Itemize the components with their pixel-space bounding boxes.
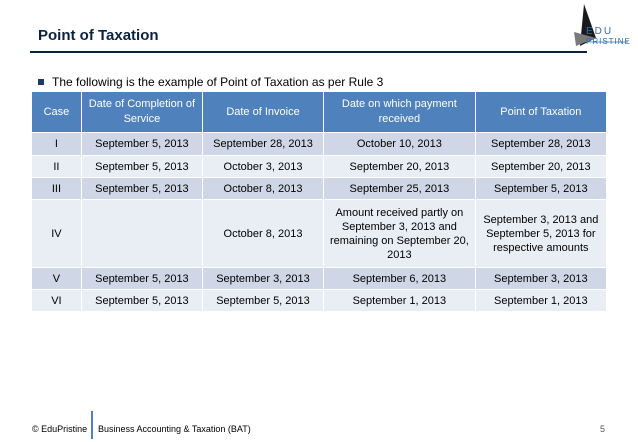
- payment-cell: September 25, 2013: [324, 178, 476, 200]
- header-payment-date: Date on which payment received: [324, 92, 476, 133]
- invoice-cell: October 3, 2013: [202, 156, 323, 178]
- table-row: [32, 178, 607, 200]
- payment-cell: Amount received partly on September 3, 2013 and remaining on September 20, 2013: [324, 200, 476, 268]
- invoice-cell: October 8, 2013: [202, 178, 323, 200]
- title-divider: [30, 51, 587, 53]
- invoice-cell: October 8, 2013: [202, 200, 323, 268]
- header-point-of-taxation: Point of Taxation: [475, 92, 606, 133]
- table-row: [32, 133, 607, 156]
- pot-cell: September 28, 2013: [475, 133, 606, 156]
- completion-cell: September 5, 2013: [81, 290, 202, 312]
- invoice-cell: September 3, 2013: [202, 268, 323, 290]
- invoice-cell: September 28, 2013: [202, 133, 323, 156]
- pot-cell: September 1, 2013: [475, 290, 606, 312]
- case-cell: II: [32, 156, 82, 178]
- case-cell: I: [32, 133, 82, 156]
- completion-cell: [81, 200, 202, 268]
- intro-text: The following is the example of Point of Taxation as per Rule 3: [52, 75, 384, 89]
- completion-cell: September 5, 2013: [81, 133, 202, 156]
- completion-cell: September 5, 2013: [81, 156, 202, 178]
- footer-divider: [91, 411, 93, 439]
- footer-copyright: © EduPristine: [32, 424, 88, 434]
- table-row: [32, 290, 607, 312]
- header-invoice-date: Date of Invoice: [202, 92, 323, 133]
- header-case: Case: [32, 92, 82, 133]
- case-cell: VI: [32, 290, 82, 312]
- pot-cell: September 5, 2013: [475, 178, 606, 200]
- table-header-row: [32, 92, 607, 133]
- pot-cell: September 20, 2013: [475, 156, 606, 178]
- case-cell: III: [32, 178, 82, 200]
- footer-course-name: Business Accounting & Taxation (BAT): [98, 424, 251, 434]
- completion-cell: September 5, 2013: [81, 178, 202, 200]
- payment-cell: October 10, 2013: [324, 133, 476, 156]
- case-cell: V: [32, 268, 82, 290]
- completion-cell: September 5, 2013: [81, 268, 202, 290]
- payment-cell: September 1, 2013: [324, 290, 476, 312]
- intro-bullet: [38, 75, 383, 89]
- page-title: Point of Taxation: [38, 27, 159, 44]
- payment-cell: September 6, 2013: [324, 268, 476, 290]
- bullet-square-icon: [38, 79, 44, 85]
- logo-text-edu: EDU: [586, 26, 614, 37]
- header-completion-date: Date of Completion of Service: [81, 92, 202, 133]
- logo-text-pristine: PRISTINE: [586, 37, 631, 46]
- pot-cell: September 3, 2013 and September 5, 2013 for respective amounts: [475, 200, 606, 268]
- pot-cell: September 3, 2013: [475, 268, 606, 290]
- table-row: [32, 268, 607, 290]
- invoice-cell: September 5, 2013: [202, 290, 323, 312]
- table-row: [32, 200, 607, 268]
- page-number: 5: [600, 424, 606, 434]
- point-of-taxation-table: [31, 91, 607, 312]
- case-cell: IV: [32, 200, 82, 268]
- payment-cell: September 20, 2013: [324, 156, 476, 178]
- table-row: [32, 156, 607, 178]
